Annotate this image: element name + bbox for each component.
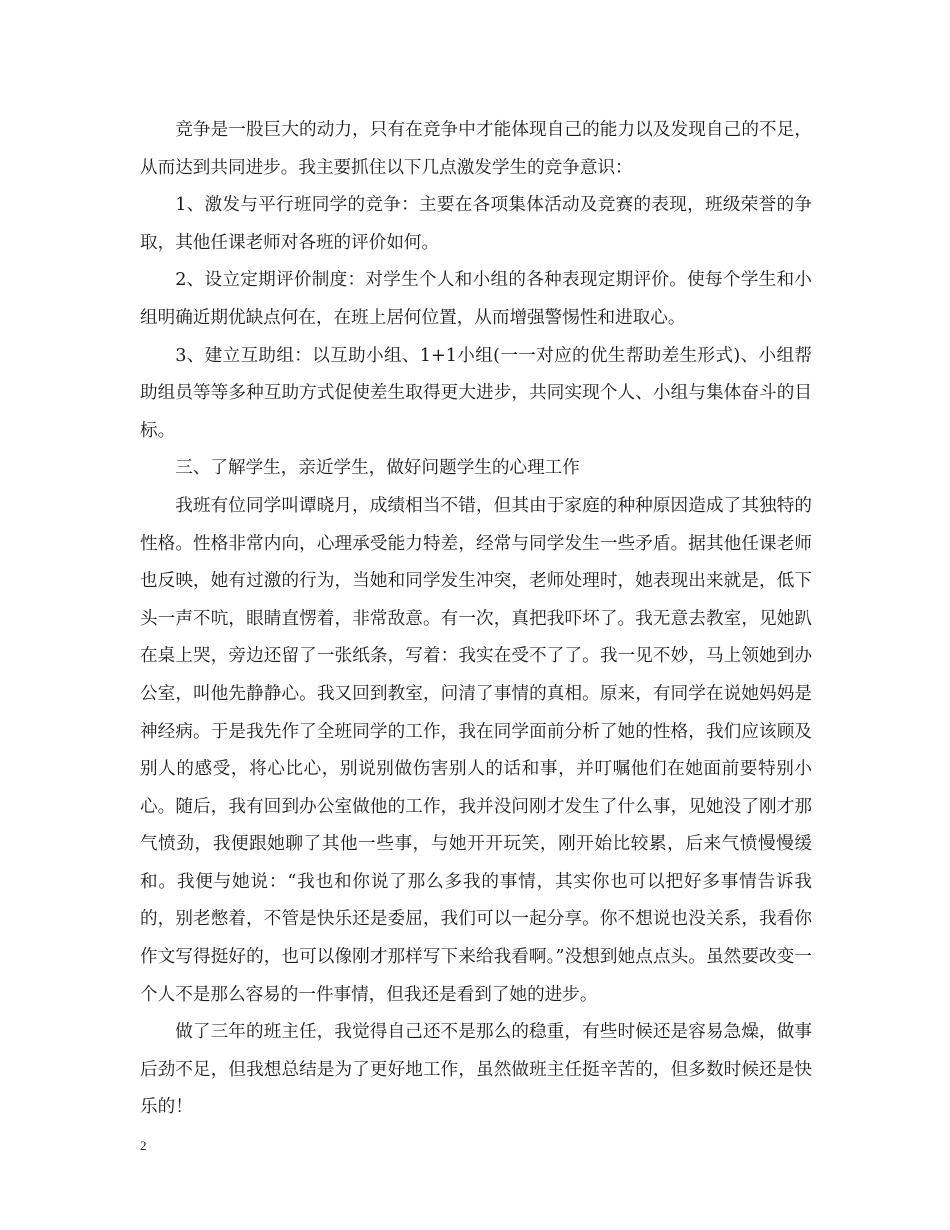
paragraph-point-3: 3、建立互助组：以互助小组、1+1小组(一一对应的优生帮助差生形式)、小组帮助组员等等多种互助方式促使差生取得更大进步，共同实现个人、小组与集体奋斗的目标。: [140, 345, 812, 441]
paragraph-competition-intro: 竞争是一股巨大的动力，只有在竞争中才能体现自己的能力以及发现自己的不足，从而达到共同进步。我主要抓住以下几点激发学生的竞争意识：: [140, 120, 812, 178]
paragraph-point-2: 2、设立定期评价制度：对学生个人和小组的各种表现定期评价。使每个学生和小组明确近期优缺点何在，在班上居何位置，从而增强警惕性和进取心。: [140, 270, 812, 328]
paragraph-point-1: 1、激发与平行班同学的竞争：主要在各项集体活动及竞赛的表现，班级荣誉的争取，其他任课老师对各班的评价如何。: [140, 195, 812, 253]
paragraph-conclusion: 做了三年的班主任，我觉得自己还不是那么的稳重，有些时候还是容易急燥，做事后劲不足，但我想总结是为了更好地工作，虽然做班主任挺辛苦的，但多数时候还是快乐的！: [140, 1022, 812, 1118]
paragraph-student-story: 我班有位同学叫谭晓月，成绩相当不错，但其由于家庭的种种原因造成了其独特的性格。性格非常内向，心理承受能力特差，经常与同学发生一些矛盾。据其他任课老师也反映，她有过激的行为，当她和同学发生冲突，老师处理时，她表现出来就是，低下头一声不吭，眼睛直愣着，非常敌意。有一次，真把我吓坏了。我无意去教室，见她趴在桌上哭，旁边还留了一张纸条，写着：我实在受不了了。我一见不妙，马上领她到办公室，叫他先静静心。我又回到教室，问清了事情的真相。原来，有同学在说她妈妈是神经病。于是我先作了全班同学的工作，我在同学面前分析了她的性格，我们应该顾及别人的感受，将心比心，别说别做伤害别人的话和事，并叮嘱他们在她面前要特别小心。随后，我有回到办公室做他的工作，我并没问刚才发生了什么事，见她没了刚才那气愤劲，我便跟她聊了其他一些事，与她开开玩笑，刚开始比较累，后来气愤慢慢缓和。我便与她说：“我也和你说了那么多我的事情，其实你也可以把好多事情告诉我的，别老憋着，不管是快乐还是委屈，我们可以一起分享。你不想说也没关系，我看你作文写得挺好的，也可以像刚才那样写下来给我看啊。”没想到她点点头。虽然要改变一个人不是那么容易的一件事情，但我还是看到了她的进步。: [140, 495, 812, 1005]
page-number: 2: [140, 1138, 147, 1153]
document-body: [140, 112, 812, 1127]
section-heading-3: 三、了解学生，亲近学生，做好问题学生的心理工作: [175, 458, 580, 479]
